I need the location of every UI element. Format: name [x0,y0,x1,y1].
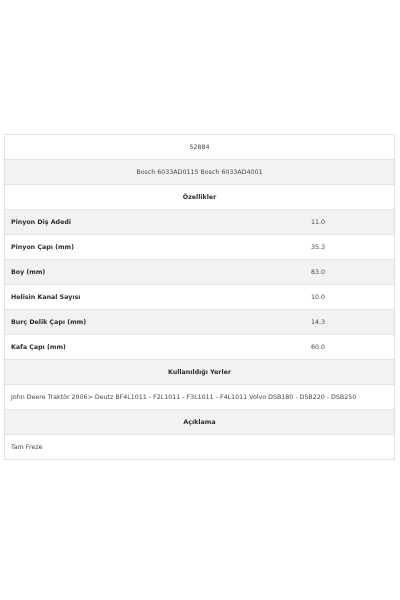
feature-value: 10.0 [311,293,326,301]
feature-row [5,210,394,235]
references-row [5,160,394,185]
usage-row [5,385,394,410]
feature-label: Helisin Kanal Sayısı [11,293,81,301]
feature-row [5,310,394,335]
description-text: Tam Freze [11,443,43,451]
usage-header: Kullanıldığı Yerler [167,368,232,376]
features-header: Özellikler [182,193,217,201]
usage-header-row [5,360,394,385]
feature-label: Pinyon Çapı (mm) [11,243,74,251]
description-header: Açıklama [183,418,216,426]
feature-row [5,335,394,360]
product-code-row [5,135,394,160]
description-row [5,435,394,460]
feature-value: 14.3 [311,318,326,326]
feature-value: 60.0 [311,343,326,351]
product-code: 52884 [189,143,210,151]
feature-value: 35.3 [311,243,326,251]
feature-label: Burç Delik Çapı (mm) [11,318,87,326]
feature-row [5,235,394,260]
reference-numbers: Bosch 6033AD0115 Bosch 6033AD4001 [136,168,263,176]
feature-label: Pinyon Diş Adedi [11,218,72,226]
feature-row [5,285,394,310]
product-spec-table [4,134,395,460]
features-header-row [5,185,394,210]
feature-label: Boy (mm) [11,268,46,276]
feature-label: Kafa Çapı (mm) [11,343,66,351]
description-header-row [5,410,394,435]
feature-value: 11.0 [311,218,326,226]
feature-row [5,260,394,285]
feature-value: 83.0 [311,268,326,276]
usage-text: John Deere Traktör 2006> Deutz BF4L1011 - F2L1011 - F3L1011 - F4L1011 Volvo DSB180 - DSB220 - DSB250 [11,393,357,401]
